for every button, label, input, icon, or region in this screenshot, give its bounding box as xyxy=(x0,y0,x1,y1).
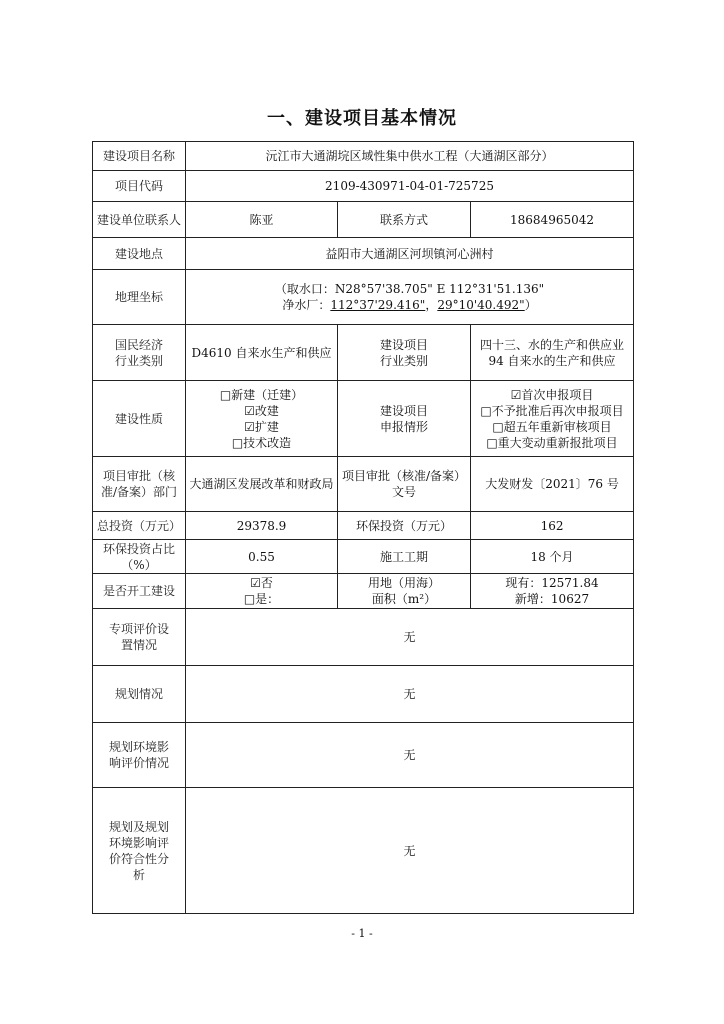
contact-name: 陈亚 xyxy=(186,202,338,238)
report-situation-label xyxy=(338,381,471,457)
approval-label: 项目审批（核准/备案）部门 xyxy=(93,457,186,512)
industry-value: D4610 自来水生产和供应 xyxy=(186,325,338,381)
coords-line1: （取水口：N28°57'38.705" E 112°31'51.136" xyxy=(274,282,545,296)
row-investment xyxy=(93,512,634,540)
row-planning xyxy=(93,666,634,723)
page-number: - 1 - xyxy=(351,927,373,940)
industry-category-label xyxy=(338,325,471,381)
row-nature xyxy=(93,381,634,457)
nature-option-new: □新建（迁建） xyxy=(219,387,304,402)
row-contact xyxy=(93,202,634,238)
env-investment-value: 162 xyxy=(471,512,634,540)
started-option-yes: □是： xyxy=(243,592,280,606)
contact-method-label: 联系方式 xyxy=(338,202,471,238)
started-label: 是否开工建设 xyxy=(93,574,186,609)
construction-period-label: 施工工期 xyxy=(338,540,471,574)
project-info-table xyxy=(92,141,634,914)
report-options xyxy=(471,381,634,457)
nature-option-tech: □技术改造 xyxy=(231,435,292,450)
planning-eia-label-l1: 规划环境影 xyxy=(108,740,169,754)
report-option-first: ☑首次申报项目 xyxy=(510,387,594,402)
coords-line2-prefix: 净水厂： xyxy=(282,298,331,312)
coords-line2-lon: 112°37'29.416" xyxy=(330,298,426,312)
row-planning-eia xyxy=(93,723,634,788)
land-label-l1: 用地（用海） xyxy=(367,576,440,590)
industry-cat-label-l2: 行业类别 xyxy=(379,353,428,368)
row-conformity xyxy=(93,788,634,914)
project-code-label: 项目代码 xyxy=(93,171,186,202)
investment-label: 总投资（万元） xyxy=(93,512,186,540)
special-eval-label-l2: 置情况 xyxy=(120,638,157,652)
row-started xyxy=(93,574,634,609)
coords-line2 xyxy=(189,297,630,313)
approval-dept: 大通湖区发展改革和财政局 xyxy=(186,457,338,512)
row-project-code xyxy=(93,171,634,202)
investment-value: 29378.9 xyxy=(186,512,338,540)
coords-label: 地理坐标 xyxy=(93,270,186,325)
land-area-label xyxy=(338,574,471,609)
conformity-label xyxy=(93,788,186,914)
conformity-label-l1: 规划及规划 xyxy=(108,819,169,834)
land-new: 新增：10627 xyxy=(514,592,590,606)
contact-label: 建设单位联系人 xyxy=(93,202,186,238)
special-eval-label-l1: 专项评价设 xyxy=(108,622,169,636)
coords-line2-suffix: ） xyxy=(524,298,537,312)
construction-period-value: 18 个月 xyxy=(471,540,634,574)
conformity-label-l2: 环境影响评 xyxy=(108,835,169,850)
started-options xyxy=(186,574,338,609)
land-label-l2: 面积（m²） xyxy=(371,592,437,606)
env-ratio-label: 环保投资占比（%） xyxy=(93,540,186,574)
row-project-name xyxy=(93,142,634,171)
coords-line2-lat: 29°10'40.492" xyxy=(437,298,525,312)
row-env-ratio xyxy=(93,540,634,574)
industry-category-value xyxy=(471,325,634,381)
industry-label xyxy=(93,325,186,381)
project-name-value: 沅江市大通湖垸区域性集中供水工程（大通湖区部分） xyxy=(186,142,634,171)
industry-label-l1: 国民经济 xyxy=(114,337,163,352)
row-industry xyxy=(93,325,634,381)
planning-value: 无 xyxy=(186,666,634,723)
report-label-l1: 建设项目 xyxy=(379,403,428,418)
coords-value xyxy=(186,270,634,325)
nature-options xyxy=(186,381,338,457)
approval-doc-label: 项目审批（核准/备案）文号 xyxy=(338,457,471,512)
report-option-major-change: □重大变动重新报批项目 xyxy=(486,435,618,450)
env-ratio-value: 0.55 xyxy=(186,540,338,574)
conformity-label-l4: 析 xyxy=(132,867,145,882)
nature-option-expand: ☑扩建 xyxy=(244,419,279,434)
land-existing: 现有：12571.84 xyxy=(505,576,599,590)
industry-cat-value-l1: 四十三、水的生产和供应业 xyxy=(480,337,625,352)
approval-doc: 大发财发〔2021〕76 号 xyxy=(471,457,634,512)
env-investment-label: 环保投资（万元） xyxy=(338,512,471,540)
row-coords xyxy=(93,270,634,325)
industry-cat-value-l2: 94 自来水的生产和供应 xyxy=(488,353,616,368)
location-value: 益阳市大通湖区河坝镇河心洲村 xyxy=(186,238,634,270)
contact-phone: 18684965042 xyxy=(471,202,634,238)
report-option-five-year: □超五年重新审核项目 xyxy=(492,419,612,434)
row-location xyxy=(93,238,634,270)
coords-line2-sep: ， xyxy=(425,298,438,312)
planning-eia-label xyxy=(93,723,186,788)
row-approval xyxy=(93,457,634,512)
conformity-label-l3: 价符合性分 xyxy=(108,851,169,866)
location-label: 建设地点 xyxy=(93,238,186,270)
industry-label-l2: 行业类别 xyxy=(114,353,163,368)
project-code-value: 2109-430971-04-01-725725 xyxy=(186,171,634,202)
special-eval-label xyxy=(93,609,186,666)
report-option-resubmit: □不予批准后再次申报项目 xyxy=(480,403,624,418)
started-option-no: ☑否 xyxy=(250,576,273,590)
land-area-value xyxy=(471,574,634,609)
report-label-l2: 申报情形 xyxy=(379,419,428,434)
industry-cat-label-l1: 建设项目 xyxy=(379,337,428,352)
planning-label: 规划情况 xyxy=(93,666,186,723)
section-title: 一、建设项目基本情况 xyxy=(267,108,457,129)
planning-eia-value: 无 xyxy=(186,723,634,788)
project-name-label: 建设项目名称 xyxy=(93,142,186,171)
planning-eia-label-l2: 响评价情况 xyxy=(108,756,169,770)
conformity-value: 无 xyxy=(186,788,634,914)
nature-option-rebuild: ☑改建 xyxy=(244,403,279,418)
row-special-eval xyxy=(93,609,634,666)
nature-label: 建设性质 xyxy=(93,381,186,457)
special-eval-value: 无 xyxy=(186,609,634,666)
